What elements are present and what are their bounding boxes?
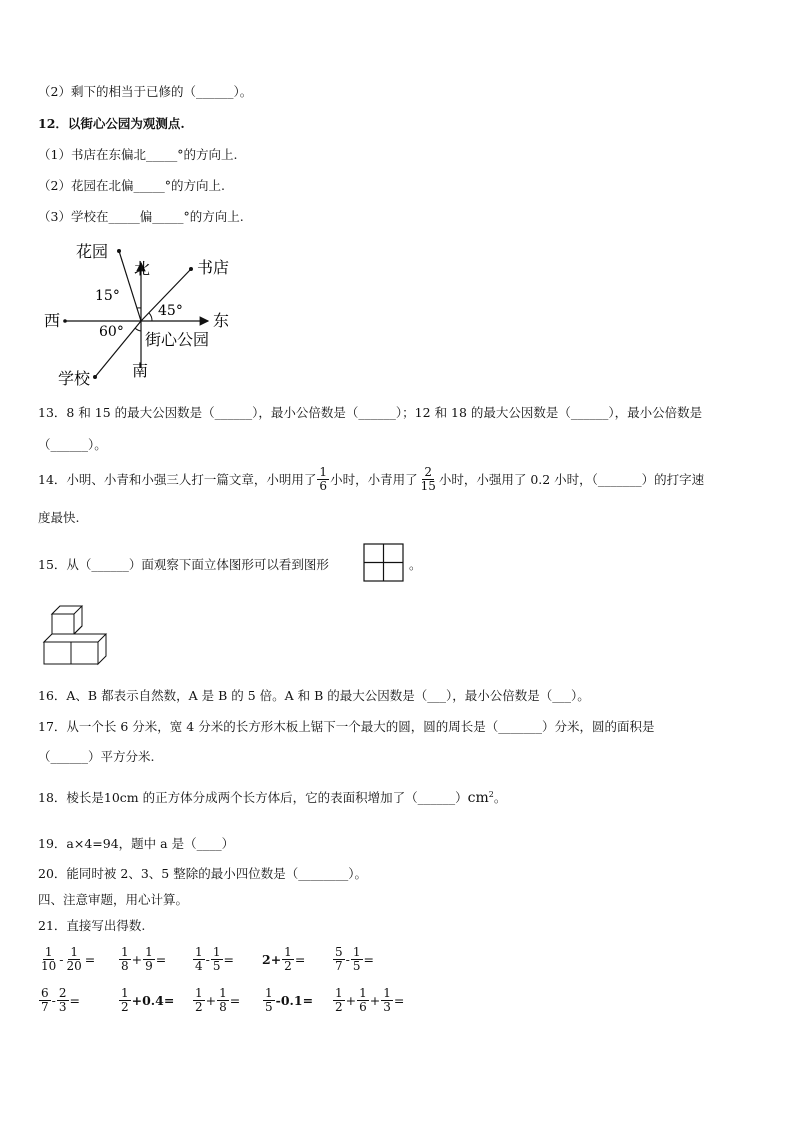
q13-line1: 13．8 和 15 的最大公因数是（______），最小公倍数是（______）；12 和 18 的最大公因数是（______），最小公倍数是 (38, 405, 703, 420)
calc-tail: -0.1= (275, 993, 314, 1008)
frac-num: 1 (284, 945, 292, 959)
q12-sub2: （2）花园在北偏_____°的方向上. (38, 178, 225, 193)
q11-part2: （2）剩下的相当于已修的（______）。 (38, 84, 253, 99)
calc-item (262, 946, 305, 973)
q12-title: 12．以街心公园为观测点. (38, 116, 185, 131)
frac-num: 1 (70, 945, 78, 959)
q14-text3: 小时，小强用了 0.2 小时，（_______）的打字速 (438, 471, 705, 487)
calc-operator: - (345, 952, 350, 967)
fraction (143, 946, 155, 973)
frac-den: 7 (41, 1000, 49, 1014)
calc-item (38, 987, 80, 1014)
frac-num: 1 (195, 986, 203, 1000)
label-east: 东 (213, 311, 230, 330)
q14-line2: 度最快. (38, 510, 80, 525)
calc-operator: - (59, 952, 64, 967)
fraction (119, 987, 131, 1014)
q18-unit: cm (467, 790, 489, 807)
fraction (217, 987, 229, 1014)
q14-text1: 14．小明、小青和小强三人打一篇文章，小明用了 (38, 471, 317, 487)
label-west: 西 (44, 311, 61, 330)
q16-line: 16．A、B 都表示自然数，A 是 B 的 5 倍。A 和 B 的最大公因数是（___），最小公倍数是（___）。 (38, 688, 590, 703)
frac-num: 6 (41, 986, 49, 1000)
frac-num: 1 (121, 986, 129, 1000)
calc-tail: +0.4= (131, 993, 175, 1008)
label-bookstore: 书店 (197, 258, 230, 277)
section-four-heading: 四、注意审题，用心计算。 (38, 892, 189, 907)
frac-num: 1 (265, 986, 273, 1000)
calc-item (192, 987, 240, 1014)
frac-num: 2 (58, 986, 67, 1000)
direction-diagram (38, 238, 248, 388)
fraction (282, 946, 294, 973)
calc-equals: = (69, 993, 80, 1008)
q17-line2: （______）平方分米. (38, 749, 155, 764)
calc-item (262, 987, 313, 1014)
frac-den: 2 (121, 1000, 129, 1014)
frac-num: 1 (319, 465, 328, 479)
calc-equals: = (363, 952, 374, 967)
frac-den: 15 (420, 479, 436, 493)
calc-operator: + (369, 993, 381, 1008)
frac-num: 1 (352, 945, 361, 959)
view-grid-figure (363, 543, 405, 583)
calc-item (118, 946, 166, 973)
calc-item (38, 946, 95, 973)
calc-item (332, 946, 374, 973)
calc-equals: = (229, 993, 241, 1008)
q15-text: 15．从（______）面观察下面立体图形可以看到图形 (38, 557, 329, 572)
frac-num: 1 (383, 986, 391, 1000)
calc-operator: + (131, 952, 143, 967)
fraction (193, 987, 205, 1014)
label-45deg: 45° (158, 303, 183, 319)
q15-line (38, 557, 422, 573)
frac-den: 8 (219, 1000, 227, 1014)
fraction (211, 946, 223, 973)
fraction (119, 946, 131, 973)
fraction (263, 987, 275, 1014)
frac-den: 7 (335, 959, 343, 973)
q14-line1 (38, 466, 704, 493)
q21-title: 21．直接写出得数. (38, 918, 146, 933)
frac-num: 5 (335, 945, 343, 959)
frac-den: 9 (145, 959, 153, 973)
calc-operator: - (205, 952, 210, 967)
fraction (39, 946, 58, 973)
frac-den: 3 (383, 1000, 391, 1014)
label-garden: 花园 (76, 242, 109, 261)
fraction-2-15 (419, 466, 438, 493)
fraction (65, 946, 84, 973)
label-60deg: 60° (99, 324, 124, 340)
q12-sub3: （3）学校在_____偏_____°的方向上. (38, 209, 244, 224)
frac-num: 1 (44, 945, 53, 959)
frac-den: 2 (284, 959, 292, 973)
fraction-1-6 (317, 466, 329, 493)
q18-text: 18．棱长是10cm 的正方体分成两个长方体后，它的表面积增加了（______） (38, 790, 468, 806)
calc-operator: - (51, 993, 56, 1008)
frac-den: 6 (319, 479, 328, 493)
frac-den: 5 (352, 959, 361, 973)
calc-equals: = (223, 952, 234, 967)
fraction (39, 987, 51, 1014)
frac-num: 1 (219, 986, 227, 1000)
frac-den: 10 (41, 959, 57, 973)
calc-equals: = (393, 993, 405, 1008)
frac-num: 1 (195, 945, 203, 959)
calc-equals: = (294, 952, 306, 967)
calc-prefix: 2+ (262, 952, 282, 967)
q19-line: 19．a×4=94，题中 a 是（____） (38, 836, 235, 851)
fraction (381, 987, 393, 1014)
q20-line: 20．能同时被 2、3、5 整除的最小四位数是（________）。 (38, 866, 367, 881)
frac-num: 1 (335, 986, 343, 1000)
frac-den: 20 (66, 959, 82, 973)
q18-end: 。 (493, 790, 507, 806)
calc-equals: = (84, 952, 96, 967)
frac-num: 2 (424, 465, 433, 479)
frac-num: 1 (359, 986, 367, 1000)
label-15deg: 15° (95, 288, 120, 304)
fraction (333, 987, 345, 1014)
frac-den: 8 (121, 959, 129, 973)
calc-item (118, 987, 174, 1014)
calc-equals: = (155, 952, 167, 967)
q18-exponent: 2 (488, 790, 494, 799)
frac-den: 5 (265, 1000, 273, 1014)
q13-line2: （______）。 (38, 437, 107, 452)
frac-den: 3 (58, 1000, 67, 1014)
calc-item (192, 946, 234, 973)
frac-den: 4 (195, 959, 203, 973)
frac-den: 5 (212, 959, 221, 973)
frac-den: 6 (359, 1000, 367, 1014)
frac-num: 1 (145, 945, 153, 959)
label-school: 学校 (58, 369, 91, 388)
frac-den: 2 (335, 1000, 343, 1014)
calc-operator: + (205, 993, 217, 1008)
q15-end: 。 (409, 557, 422, 572)
q14-text2: 小时，小青用了 (330, 471, 418, 487)
frac-den: 2 (195, 1000, 203, 1014)
frac-num: 1 (121, 945, 129, 959)
fraction (57, 987, 69, 1014)
calc-operator: + (345, 993, 357, 1008)
q17-line1: 17．从一个长 6 分米，宽 4 分米的长方形木板上锯下一个最大的圆，圆的周长是（_______）分米，圆的面积是 (38, 719, 655, 734)
label-south: 南 (132, 361, 149, 380)
calc-item (332, 987, 404, 1014)
fraction (351, 946, 363, 973)
label-park: 街心公园 (145, 330, 210, 349)
fraction (193, 946, 205, 973)
fraction (357, 987, 369, 1014)
cube-solid-figure (42, 604, 112, 668)
frac-num: 1 (212, 945, 221, 959)
label-north: 北 (134, 259, 151, 278)
q18-line (38, 787, 506, 806)
fraction (333, 946, 345, 973)
q12-sub1: （1）书店在东偏北_____°的方向上. (38, 147, 238, 162)
